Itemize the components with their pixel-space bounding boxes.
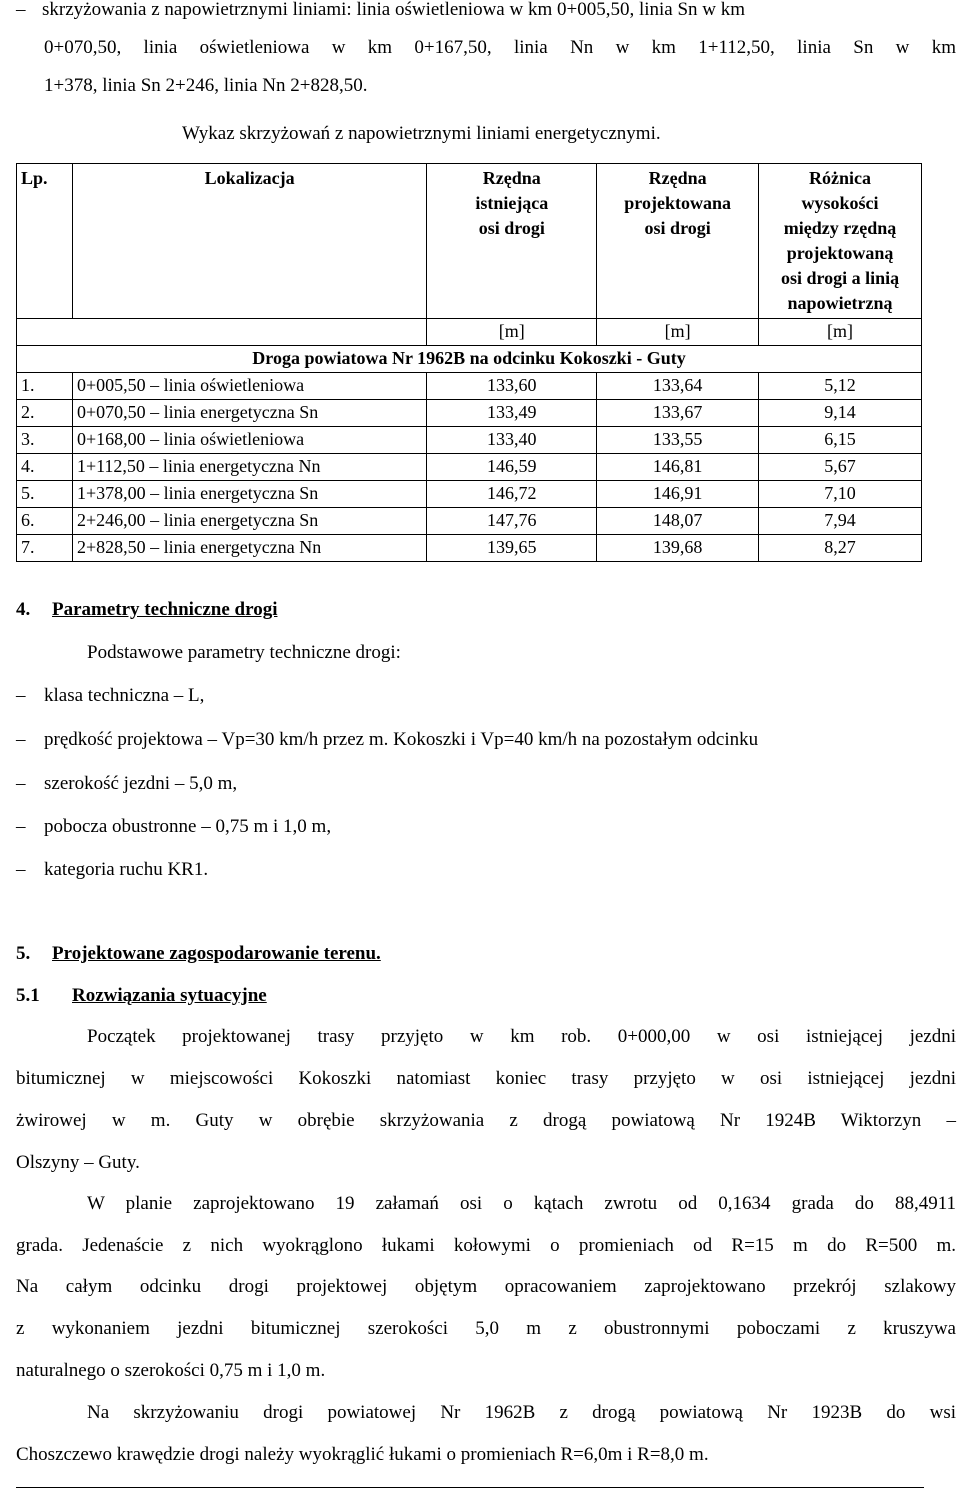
header-lp: Lp.: [17, 164, 73, 319]
section-4-heading: 4. Parametry techniczne drogi: [16, 599, 278, 620]
table-row: 6. 2+246,00 – linia energetyczna Sn 147,76 148,07 7,94: [17, 508, 922, 535]
header-projektowana: Rzędna projektowana osi drogi: [597, 164, 759, 319]
table-row: 7. 2+828,50 – linia energetyczna Nn 139,65 139,68 8,27: [17, 535, 922, 562]
footer-rule: [16, 1487, 924, 1488]
section-5-1-heading: 5.1 Rozwiązania sytuacyjne: [16, 985, 267, 1006]
table-row: 4. 1+112,50 – linia energetyczna Nn 146,59 146,81 5,67: [17, 454, 922, 481]
paragraph-1-line: Początek projektowanej trasy przyjęto w km rob. 0+000,00 w osi istniejącej jezdni: [87, 1026, 956, 1047]
paragraph-2-line: Na całym odcinku drogi projektowej objętym opracowaniem zaprojektowano przekrój szlakowy: [16, 1276, 956, 1297]
intro-bullet-line-2: 0+070,50, linia oświetleniowa w km 0+167,50, linia Nn w km 1+112,50, linia Sn w km: [44, 37, 956, 58]
crossings-table: [16, 163, 922, 562]
table-units-row: [17, 319, 922, 346]
bullet-dash: –: [16, 0, 26, 20]
intro-bullet-line-3: 1+378, linia Sn 2+246, linia Nn 2+828,50.: [44, 75, 368, 96]
table-row: 3. 0+168,00 – linia oświetleniowa 133,40 133,55 6,15: [17, 427, 922, 454]
table-group-row: [17, 346, 922, 373]
intro-bullet-line-1: – skrzyżowania z napowietrznymi liniami: linia oświetleniowa w km 0+005,50, linia Sn w km: [16, 0, 956, 26]
unit-istniejaca: [m]: [427, 319, 597, 346]
parameter-item: – klasa techniczna – L,: [16, 685, 205, 706]
header-roznica: Różnica wysokości między rzędną projektowaną osi drogi a linią napowietrzną: [759, 164, 922, 319]
parameter-item: – szerokość jezdni – 5,0 m,: [16, 773, 238, 794]
parameter-item: – pobocza obustronne – 0,75 m i 1,0 m,: [16, 816, 332, 837]
paragraph-1-line: Olszyny – Guty.: [16, 1152, 140, 1173]
table-row: 5. 1+378,00 – linia energetyczna Sn 146,72 146,91 7,10: [17, 481, 922, 508]
header-istniejaca: Rzędna istniejąca osi drogi: [427, 164, 597, 319]
unit-projektowana: [m]: [597, 319, 759, 346]
header-lokalizacja: Lokalizacja: [72, 164, 426, 319]
section-5-title: Projektowane zagospodarowanie terenu.: [52, 943, 381, 964]
section-4-intro: Podstawowe parametry techniczne drogi:: [87, 642, 401, 663]
table-row: 2. 0+070,50 – linia energetyczna Sn 133,49 133,67 9,14: [17, 400, 922, 427]
paragraph-1-line: żwirowej w m. Guty w obrębie skrzyżowania z drogą powiatową Nr 1924B Wiktorzyn –: [16, 1110, 956, 1131]
section-4-title: Parametry techniczne drogi: [52, 599, 278, 620]
table-row: 1. 0+005,50 – linia oświetleniowa 133,60 133,64 5,12: [17, 373, 922, 400]
parameter-item: – prędkość projektowa – Vp=30 km/h przez m. Kokoszki i Vp=40 km/h na pozostałym odcinku: [16, 729, 759, 750]
section-5-1-title: Rozwiązania sytuacyjne: [72, 985, 267, 1006]
table-header-row: [17, 164, 922, 319]
section-5-heading: 5. Projektowane zagospodarowanie terenu.: [16, 943, 381, 964]
paragraph-2-line: grada. Jedenaście z nich wyokrąglono łukami kołowymi o promieniach od R=15 m do R=500 m.: [16, 1235, 956, 1256]
table-group-label: Droga powiatowa Nr 1962B na odcinku Kokoszki - Guty: [17, 346, 922, 373]
paragraph-2-line: W planie zaprojektowano 19 załamań osi o kątach zwrotu od 0,1634 grada do 88,4911: [87, 1193, 956, 1214]
paragraph-1-line: bitumicznej w miejscowości Kokoszki natomiast koniec trasy przyjęto w osi istniejącej jezdni: [16, 1068, 956, 1089]
paragraph-3-line: Na skrzyżowaniu drogi powiatowej Nr 1962B z drogą powiatową Nr 1923B do wsi: [87, 1402, 956, 1423]
paragraph-2-line: naturalnego o szerokości 0,75 m i 1,0 m.: [16, 1360, 326, 1381]
parameter-item: – kategoria ruchu KR1.: [16, 859, 209, 880]
paragraph-3-line: Choszczewo krawędzie drogi należy wyokrąglić łukami o promieniach R=6,0m i R=8,0 m.: [16, 1444, 709, 1465]
paragraph-2-line: z wykonaniem jezdni bitumicznej szerokości 5,0 m z obustronnymi poboczami z kruszywa: [16, 1318, 956, 1339]
unit-roznica: [m]: [759, 319, 922, 346]
table-caption: Wykaz skrzyżowań z napowietrznymi liniami energetycznymi.: [182, 123, 661, 144]
